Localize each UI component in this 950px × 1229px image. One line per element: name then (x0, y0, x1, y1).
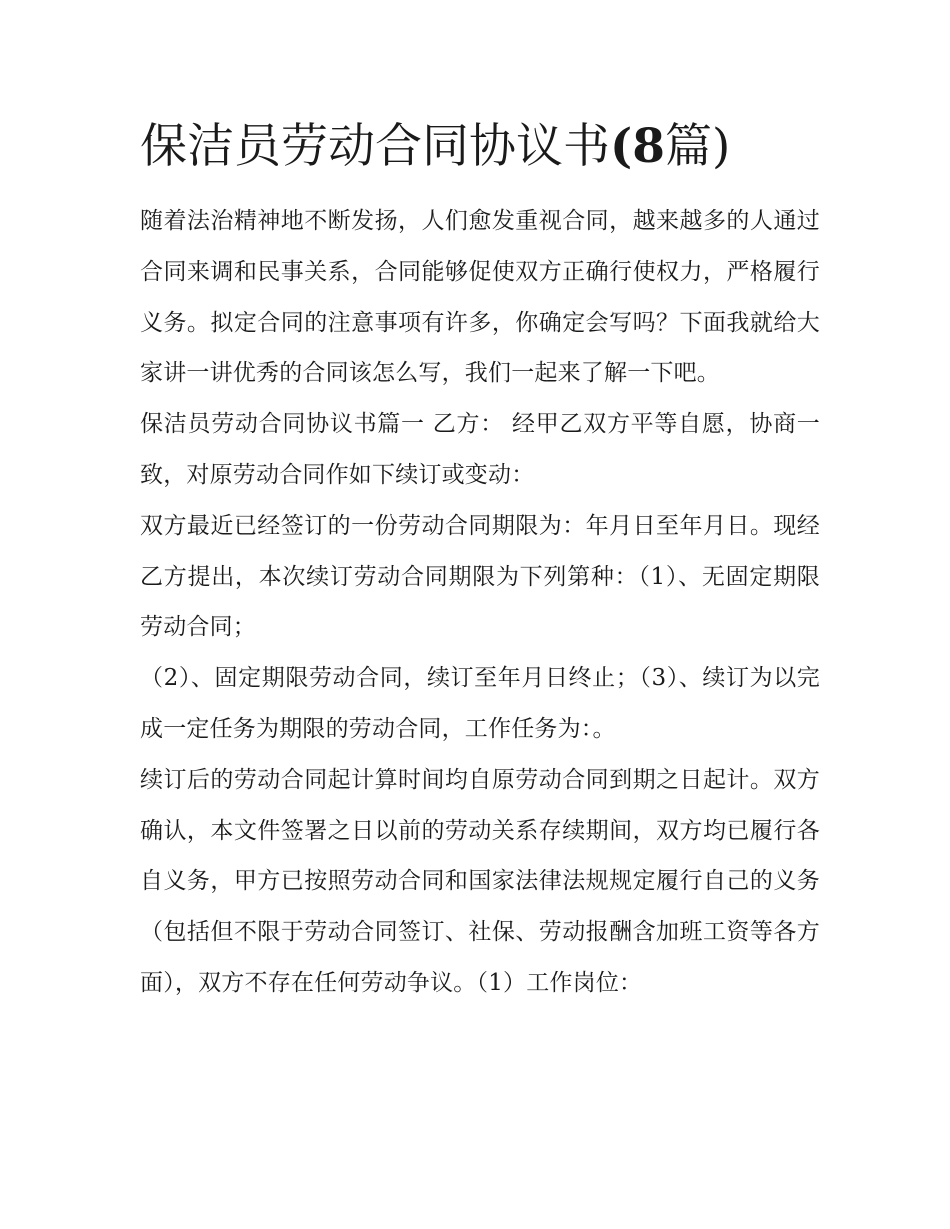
title-count: (8 (610, 119, 665, 174)
title-tail: 篇) (664, 119, 731, 174)
paragraph-article-1: 保洁员劳动合同协议书篇一 乙方： 经甲乙双方平等自愿，协商一致，对原劳动合同作如下续订或变动： (140, 411, 820, 488)
paragraph-intro: 随着法治精神地不断发扬，人们愈发重视合同，越来越多的人通过合同来调和民事关系，合同能够促使双方正确行使权力，严格履行义务。拟定合同的注意事项有许多，你确定会写吗？下面我就给大家讲一讲优秀的合同该怎么写，我们一起来了解一下吧。 (140, 208, 820, 387)
document-body (140, 196, 820, 1009)
paragraph-term-options: （2）、固定期限劳动合同，续订至年月日终止；（3）、续订为以完成一定任务为期限的劳动合同，工作任务为：。 (140, 665, 820, 742)
document-title (140, 112, 820, 182)
document-content (140, 112, 820, 1009)
paragraph-term: 双方最近已经签订的一份劳动合同期限为：年月日至年月日。现经乙方提出，本次续订劳动合同期限为下列第种：（1）、无固定期限劳动合同； (140, 512, 820, 641)
paragraph-confirmation: 续订后的劳动合同起计算时间均自原劳动合同到期之日起计。双方确认，本文件签署之日以前的劳动关系存续期间，双方均已履行各自义务，甲方已按照劳动合同和国家法律法规规定履行自己的义务（包括但不限于劳动合同签订、社保、劳动报酬含加班工资等各方面），双方不存在任何劳动争议。（1）工作岗位： (140, 766, 820, 996)
title-main: 保洁员劳动合同协议书 (140, 119, 610, 174)
